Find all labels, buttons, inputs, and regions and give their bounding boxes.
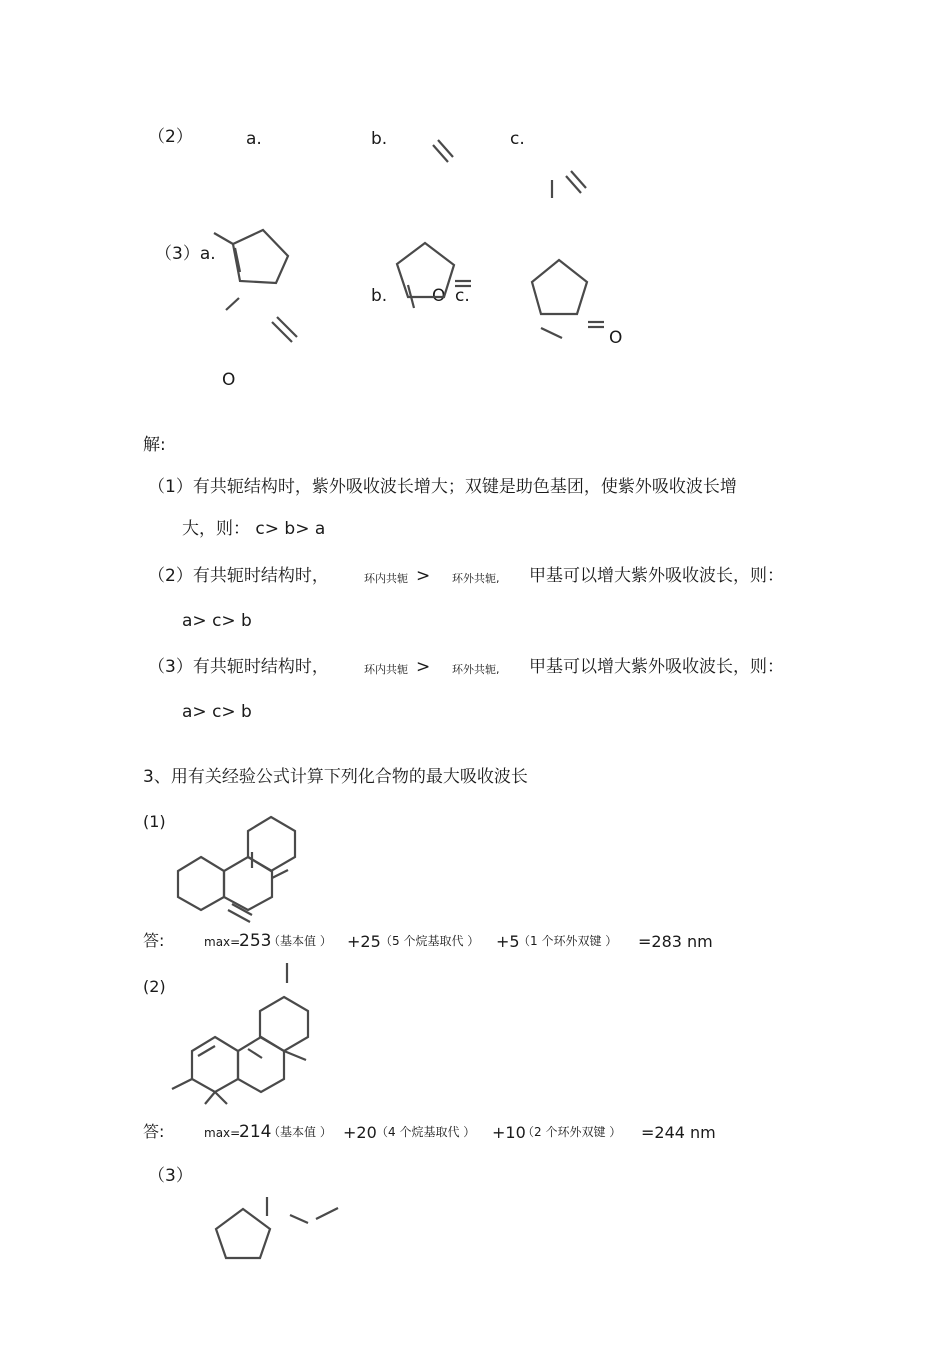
part2-option-a: a. bbox=[246, 129, 262, 149]
q3-s2-max: max= bbox=[204, 1126, 241, 1140]
solution-p3-ring-outer: 环外共轭, bbox=[452, 663, 500, 676]
q3-s1-add1-note: （5 个烷基取代 ） bbox=[380, 934, 480, 948]
q3-s2-label: (2) bbox=[143, 977, 166, 996]
q3-s2-base-note: （基本值 ） bbox=[268, 1125, 332, 1139]
q3-title: 3、用有关经验公式计算下列化合物的最大吸收波长 bbox=[143, 767, 528, 787]
solution-p2-gt: > bbox=[416, 566, 431, 586]
q3-s3-cyclopentane-ring bbox=[216, 1209, 270, 1258]
solution-p1-line1: （1）有共轭结构时，紫外吸收波长增大；双键是助色基团，使紫外吸收波长增 bbox=[148, 477, 737, 497]
q3-s1-add1: +25 bbox=[347, 932, 381, 951]
q3-s2-add1-note: （4 个烷基取代 ） bbox=[376, 1125, 476, 1139]
solution-p1-line2: 大，则： c> b> a bbox=[182, 519, 326, 539]
q3-s1-add2-note: （1 个环外双键 ） bbox=[518, 934, 618, 948]
q3-s1-answer-label: 答: bbox=[143, 931, 165, 950]
solution-p2-tail: 甲基可以增大紫外吸收波长，则： bbox=[529, 566, 784, 586]
q3-s1-max: max= bbox=[204, 935, 241, 949]
solution-p2-line2: a> c> b bbox=[182, 611, 252, 631]
q3-s3-chain-bond-2 bbox=[316, 1208, 338, 1219]
q3-s2-answer-label: 答: bbox=[143, 1122, 165, 1141]
q3-s2-result: =244 nm bbox=[641, 1123, 716, 1142]
q3-s2-add2-note: （2 个环外双键 ） bbox=[522, 1125, 622, 1139]
solution-p3-tail: 甲基可以增大紫外吸收波长，则： bbox=[529, 657, 784, 677]
solution-p3-line2: a> c> b bbox=[182, 702, 252, 722]
q3-s1-base-note: （基本值 ） bbox=[268, 934, 332, 948]
solution-p2-ring-inner: 环内共轭 bbox=[364, 572, 408, 585]
q3-s2-add1: +20 bbox=[343, 1123, 377, 1142]
part3-option-c: c. bbox=[455, 286, 470, 306]
q3-s2-base: 214 bbox=[239, 1122, 272, 1142]
solution-heading: 解: bbox=[143, 435, 166, 455]
q3-s1-label: (1) bbox=[143, 812, 166, 831]
part3-option-b: b. bbox=[371, 286, 388, 306]
part3-b-oxygen: O bbox=[432, 286, 446, 306]
q3-s3-chain-bond-1 bbox=[290, 1215, 308, 1223]
solution-p3-gt: > bbox=[416, 657, 431, 677]
q3-s1-result: =283 nm bbox=[638, 932, 713, 951]
part2-option-c: c. bbox=[510, 129, 525, 149]
solution-p3-line1: （3）有共轭时结构时， bbox=[148, 657, 329, 677]
part3-a-oxygen: O bbox=[222, 370, 236, 390]
q3-s2-add2: +10 bbox=[492, 1123, 526, 1142]
solution-p2-ring-outer: 环外共轭, bbox=[452, 572, 500, 585]
part3-c-oxygen: O bbox=[609, 328, 623, 348]
q3-s1-base: 253 bbox=[239, 931, 272, 951]
part2-option-b: b. bbox=[371, 129, 388, 149]
part3-label-a: （3）a. bbox=[155, 244, 216, 264]
part2-label: （2） bbox=[148, 127, 193, 147]
solution-p3-ring-inner: 环内共轭 bbox=[364, 663, 408, 676]
q3-s3-label: （3） bbox=[148, 1166, 193, 1186]
solution-p2-line1: （2）有共轭时结构时， bbox=[148, 566, 329, 586]
q3-s1-add2: +5 bbox=[496, 932, 520, 951]
